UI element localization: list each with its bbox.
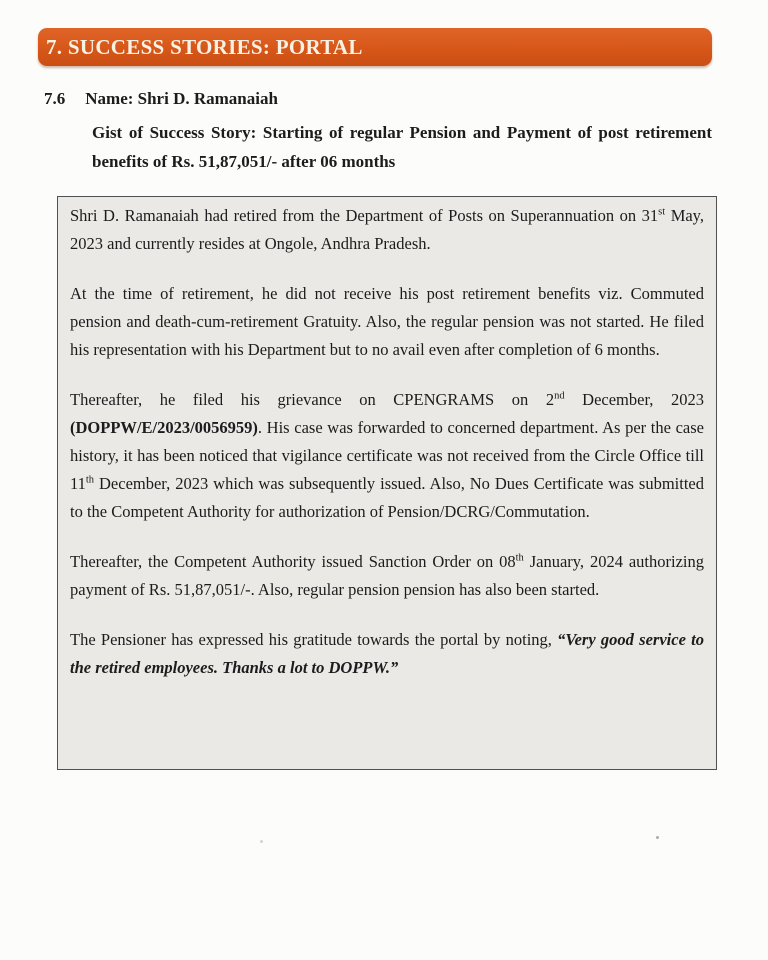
paragraph-text: . His case was forwarded to concerned department. As per the case history, it has been noticed that vigilance certificate was not received from the Circle Office till 11 xyxy=(70,418,704,493)
subsection-heading xyxy=(44,89,278,109)
paragraph-text: January, 2024 authorizing payment of Rs. 51,87,051/-. Also, regular pension pension has also been started. xyxy=(70,552,704,599)
scan-artifact-dot xyxy=(260,840,263,843)
paragraph-text: At the time of retirement, he did not receive his post retirement benefits viz. Commuted pension and death-cum-retirement Gratuity. Also, the regular pension was not started. He filed his representation with his Department but to no avail even after completion of 6 months. xyxy=(70,284,704,359)
pensioner-quote: “Very good service to the retired employees. Thanks a lot to DOPPW.” xyxy=(70,630,704,677)
subsection-number: 7.6 xyxy=(44,89,66,108)
ordinal-superscript: st xyxy=(658,206,666,218)
ordinal-superscript: nd xyxy=(554,390,565,402)
ordinal-superscript: th xyxy=(85,474,95,486)
story-paragraph-3 xyxy=(70,386,704,526)
grievance-id-bold: (DOPPW/E/2023/0056959) xyxy=(70,418,258,437)
scan-artifact-dot xyxy=(656,836,659,839)
paragraph-text: Shri D. Ramanaiah had retired from the Department of Posts on Superannuation on 31 xyxy=(70,206,659,225)
section-banner-title: 7. SUCCESS STORIES: PORTAL xyxy=(46,34,363,59)
ordinal-superscript: th xyxy=(515,552,524,564)
paragraph-text: The Pensioner has expressed his gratitude towards the portal by noting, xyxy=(70,630,558,649)
story-paragraph-1 xyxy=(70,202,704,258)
story-box xyxy=(57,196,717,770)
gist-text: Gist of Success Story: Starting of regular Pension and Payment of post retirement benefits of Rs. 51,87,051/- after 06 months xyxy=(92,123,712,171)
subsection-name-label: Name: Shri D. Ramanaiah xyxy=(85,89,278,108)
section-banner xyxy=(38,28,712,66)
paragraph-text: Thereafter, he filed his grievance on CPENGRAMS on 2 xyxy=(70,390,555,409)
paragraph-text: December, 2023 xyxy=(564,390,704,409)
paragraph-text: Thereafter, the Competent Authority issued Sanction Order on 08 xyxy=(70,552,516,571)
paragraph-text: May, 2023 and currently resides at Ongole, Andhra Pradesh. xyxy=(70,206,704,253)
story-paragraph-4 xyxy=(70,548,704,604)
paragraph-text: December, 2023 which was subsequently issued. Also, No Dues Certificate was submitted to the Competent Authority for authorization of Pension/DCRG/Commutation. xyxy=(70,474,704,521)
story-paragraph-2 xyxy=(70,280,704,364)
story-paragraph-5 xyxy=(70,626,704,682)
